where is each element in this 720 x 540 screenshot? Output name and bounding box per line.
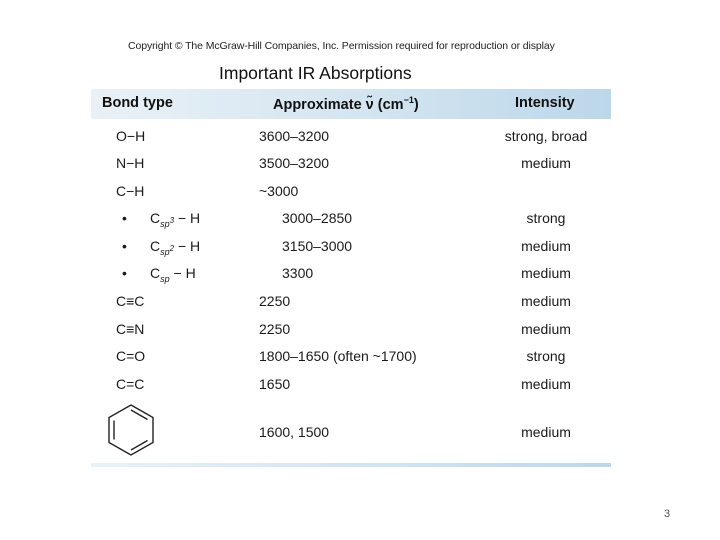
approx-cell: 3300 xyxy=(282,265,314,281)
bond-suffix: − H xyxy=(169,265,196,281)
approx-cell: 3150–3000 xyxy=(282,238,353,254)
intensity-cell: strong, broad xyxy=(504,128,588,144)
intensity-cell: medium xyxy=(521,293,571,309)
intensity-cell: medium xyxy=(521,265,571,281)
bond-type-cell: O−H xyxy=(116,128,146,144)
table-header xyxy=(91,89,611,119)
approx-cell: 1600, 1500 xyxy=(259,424,330,440)
bullet: • xyxy=(122,210,127,226)
bond-suffix: − H xyxy=(174,238,201,254)
intensity-cell: medium xyxy=(521,321,571,337)
bond-type-cell: C=O xyxy=(116,348,146,364)
table-row xyxy=(91,289,611,313)
hybridization-exponent: 3 xyxy=(169,215,175,225)
table-row xyxy=(91,261,611,285)
approx-cell: 2250 xyxy=(259,293,291,309)
table-row xyxy=(91,124,611,148)
bond-type-cell: C=C xyxy=(116,376,145,392)
hybridization-label: sp xyxy=(160,218,170,229)
table-row xyxy=(91,317,611,341)
intensity-cell: strong xyxy=(526,210,566,226)
benzene-ring-icon xyxy=(105,402,157,458)
approx-cell: 3000–2850 xyxy=(282,210,353,226)
intensity-cell: medium xyxy=(521,155,571,171)
table-bottom-rule xyxy=(91,463,611,467)
header-approximate-wavenumber xyxy=(273,95,419,113)
bond-type-cell xyxy=(122,265,196,284)
atom-symbol: C xyxy=(150,265,161,281)
table-row xyxy=(91,206,611,230)
bond-type-cell: C≡C xyxy=(116,293,145,309)
approx-cell: 2250 xyxy=(259,321,291,337)
intensity-cell: strong xyxy=(526,348,566,364)
table-row xyxy=(91,401,611,461)
units-exponent: −1 xyxy=(403,95,414,105)
intensity-cell: medium xyxy=(521,424,571,440)
header-approximate-label: Approximate xyxy=(273,96,366,113)
wavenumber-symbol: ν̃ xyxy=(365,96,374,113)
hybridization-exponent: 2 xyxy=(169,243,175,253)
bond-type-cell: C≡N xyxy=(116,321,145,337)
approx-cell: ~3000 xyxy=(259,183,299,199)
header-bond-type: Bond type xyxy=(102,95,173,111)
table-row xyxy=(91,179,611,203)
atom-symbol: C xyxy=(150,238,161,254)
units-suffix: ) xyxy=(413,96,419,113)
page-number: 3 xyxy=(664,508,671,520)
bond-type-cell xyxy=(122,238,200,257)
table-row xyxy=(91,344,611,368)
header-intensity: Intensity xyxy=(515,95,575,111)
hybridization xyxy=(160,274,170,284)
hybridization-label: sp xyxy=(160,273,170,284)
bullet: • xyxy=(122,238,127,254)
table-row xyxy=(91,234,611,258)
bond-suffix: − H xyxy=(174,210,201,226)
intensity-cell: medium xyxy=(521,376,571,392)
table-title: Important IR Absorptions xyxy=(219,63,412,83)
bond-type-cell: N−H xyxy=(116,155,145,171)
approx-cell: 1800–1650 (often ~1700) xyxy=(259,348,417,364)
approx-cell: 3500–3200 xyxy=(259,155,330,171)
copyright-notice: Copyright © The McGraw-Hill Companies, Inc. Permission required for reproduction or display xyxy=(128,40,555,52)
bullet: • xyxy=(122,265,127,281)
bond-type-cell xyxy=(122,210,200,229)
bond-type-cell: C−H xyxy=(116,183,145,199)
table-row xyxy=(91,151,611,175)
atom-symbol: C xyxy=(150,210,161,226)
hybridization-label: sp xyxy=(160,246,170,257)
table-row xyxy=(91,372,611,396)
intensity-cell: medium xyxy=(521,238,571,254)
units-prefix: (cm xyxy=(373,96,404,113)
hybridization xyxy=(160,243,175,257)
approx-cell: 1650 xyxy=(259,376,291,392)
hybridization xyxy=(160,215,175,229)
approx-cell: 3600–3200 xyxy=(259,128,330,144)
